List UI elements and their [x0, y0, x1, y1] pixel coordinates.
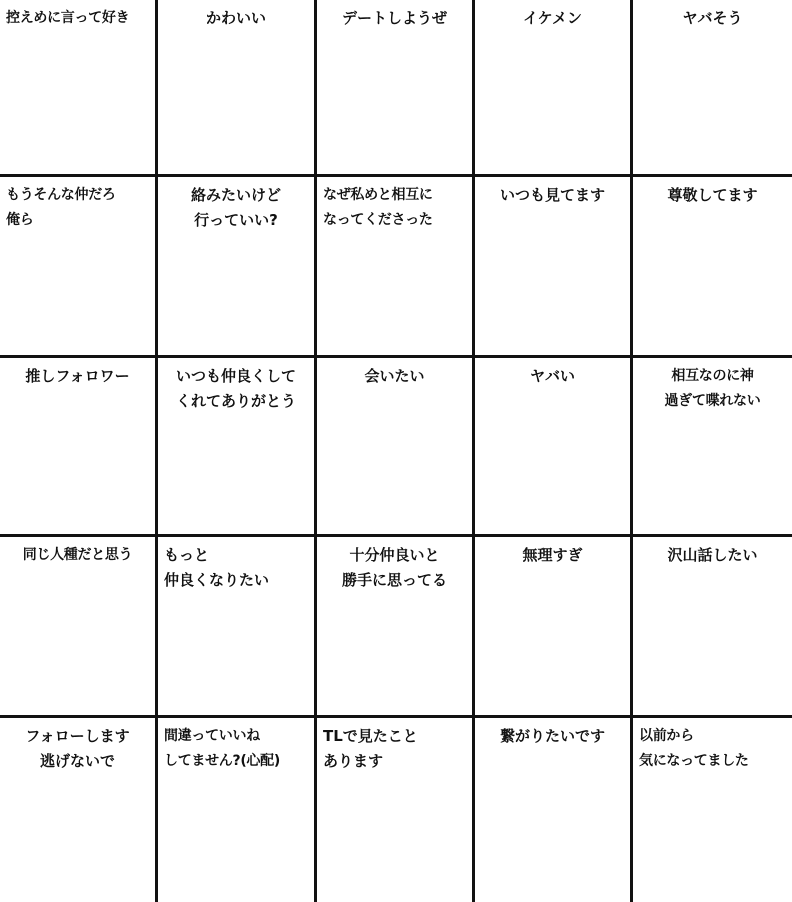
cell-label: いつも見てます — [499, 186, 605, 204]
cell-label: 同じ人種だと思う — [22, 547, 133, 563]
bingo-cell[interactable] — [158, 358, 317, 537]
cell-label: デートしようぜ — [341, 9, 447, 27]
bingo-cell[interactable] — [633, 0, 792, 177]
bingo-cell[interactable] — [158, 537, 317, 718]
cell-label: フォローします 逃げないで — [25, 727, 130, 770]
bingo-cell[interactable] — [317, 537, 475, 718]
cell-label: 以前から 気になってました — [639, 728, 749, 769]
cell-label: なぜ私めと相互に なってくださった — [323, 187, 433, 228]
cell-label: 会いたい — [364, 367, 425, 385]
cell-label: ヤバそう — [682, 9, 743, 27]
bingo-cell[interactable] — [475, 537, 633, 718]
cell-label: 尊敬してます — [667, 186, 758, 204]
bingo-cell[interactable] — [158, 0, 317, 177]
bingo-cell[interactable] — [0, 0, 158, 177]
bingo-cell[interactable] — [633, 537, 792, 718]
bingo-cell[interactable] — [317, 0, 475, 177]
bingo-cell[interactable] — [0, 358, 158, 537]
cell-label: 無理すぎ — [522, 546, 583, 564]
bingo-cell[interactable] — [633, 358, 792, 537]
cell-label: TLで見たこと あります — [323, 727, 418, 770]
cell-label: イケメン — [522, 9, 583, 27]
cell-label: かわいい — [205, 9, 266, 27]
cell-label: 沢山話したい — [667, 546, 758, 564]
bingo-cell[interactable] — [475, 0, 633, 177]
bingo-cell[interactable] — [158, 177, 317, 358]
bingo-cell[interactable] — [633, 718, 792, 902]
cell-label: 推しフォロワー — [25, 367, 130, 385]
cell-label: 間違っていいね してません?(心配) — [164, 728, 280, 769]
bingo-cell[interactable] — [0, 718, 158, 902]
cell-label: 十分仲良いと 勝手に思ってる — [341, 546, 447, 589]
bingo-cell[interactable] — [475, 358, 633, 537]
cell-label: ヤバい — [529, 367, 575, 385]
cell-label: 控えめに言って好き — [6, 10, 130, 26]
bingo-cell[interactable] — [317, 358, 475, 537]
cell-label: もうそんな仲だろ 俺ら — [6, 187, 116, 228]
cell-label: 相互なのに神 過ぎて喋れない — [664, 368, 761, 409]
cell-label: もっと 仲良くなりたい — [164, 546, 270, 589]
cell-label: いつも仲良くして くれてありがとう — [175, 367, 296, 410]
bingo-cell[interactable] — [0, 177, 158, 358]
bingo-cell[interactable] — [158, 718, 317, 902]
cell-label: 絡みたいけど 行っていい? — [190, 186, 281, 229]
bingo-cell[interactable] — [317, 177, 475, 358]
bingo-cell[interactable] — [475, 177, 633, 358]
bingo-cell[interactable] — [475, 718, 633, 902]
bingo-cell[interactable] — [317, 718, 475, 902]
cell-label: 繋がりたいです — [499, 727, 605, 745]
bingo-cell[interactable] — [633, 177, 792, 358]
bingo-cell[interactable] — [0, 537, 158, 718]
